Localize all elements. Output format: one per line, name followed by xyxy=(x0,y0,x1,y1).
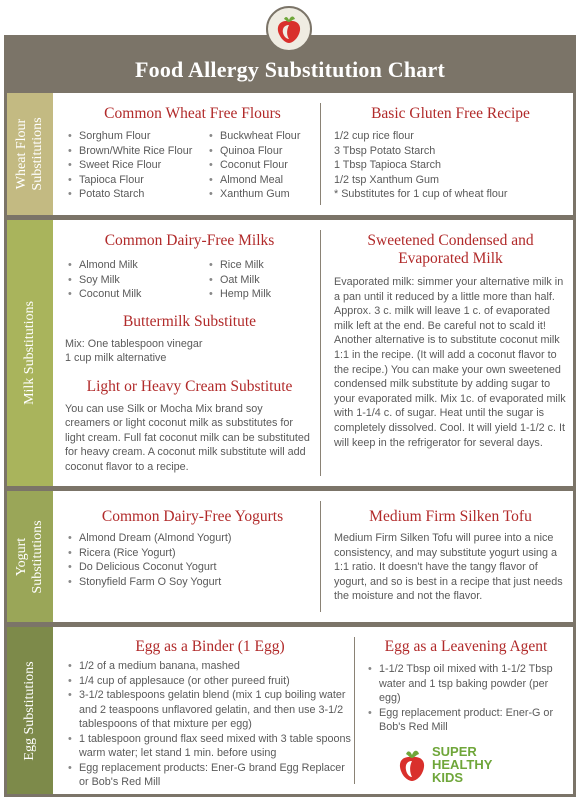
cream-heading: Light or Heavy Cream Substitute xyxy=(86,377,293,395)
yogurt-tab-label: Yogurt Substitutions xyxy=(14,519,45,594)
brand-line: HEALTHY xyxy=(432,757,493,772)
egg-section xyxy=(7,627,573,794)
dairy-free-milks-heading: Common Dairy-Free Milks xyxy=(104,232,275,249)
wheat-free-flours-heading: Common Wheat Free Flours xyxy=(104,105,281,122)
milk-section xyxy=(7,220,573,486)
list-item: • Egg replacement products: Ener-G brand Egg Replacer or Bob's Red Mill xyxy=(65,761,351,790)
recipe-line: 1/2 tsp Xanthum Gum xyxy=(334,173,440,186)
list-item: • Coconut Milk xyxy=(65,287,206,302)
recipe-line: * Substitutes for 1 cup of wheat flour xyxy=(334,188,508,200)
list-item: • Brown/White Rice Flour xyxy=(65,144,206,159)
list-item: • Oat Milk xyxy=(206,273,271,288)
list-item: • 1 tablespoon ground flax seed mixed with 3 table spoons warm water; let stand 1 min. before using xyxy=(65,732,351,761)
buttermilk-heading: Buttermilk Substitute xyxy=(122,312,257,330)
egg-tab-label: Egg Substitutions xyxy=(22,660,37,761)
yogurt-tab xyxy=(7,491,53,622)
egg-binder-heading: Egg as a Binder (1 Egg) xyxy=(135,638,285,655)
recipe-line: 3 Tbsp Potato Starch xyxy=(334,144,436,157)
super-healthy-kids-logo xyxy=(397,745,492,784)
list-item: • Sorghum Flour xyxy=(65,129,206,144)
list-item: • Soy Milk xyxy=(65,273,206,288)
milk-tab xyxy=(7,220,53,486)
list-item: • Almond Dream (Almond Yogurt) xyxy=(65,531,320,546)
list-item: • Rice Milk xyxy=(206,258,271,273)
milks-list-2 xyxy=(206,258,271,302)
recipe-line: 1 Tbsp Tapioca Starch xyxy=(334,159,442,171)
silken-tofu-text: Medium Firm Silken Tofu will puree into a nice consistency, and may substitute yogurt using a 1:1 ratio. It doesn't have the tangy flavor of yogurt, and so is best in a recipe that just needs the moisture and not the flavor. xyxy=(334,532,563,602)
gluten-free-recipe-heading: Basic Gluten Free Recipe xyxy=(371,105,530,122)
list-item: • Quinoa Flour xyxy=(206,144,300,159)
milk-tab-label: Milk Substitutions xyxy=(22,301,37,405)
list-item: • 1/4 cup of applesauce (or other pureed fruit) xyxy=(65,674,351,689)
strawberry-icon xyxy=(397,748,427,782)
wheat-section xyxy=(7,93,573,215)
leavening-list xyxy=(365,662,567,735)
list-item: • Egg replacement product: Ener-G or Bob's Red Mill xyxy=(365,706,567,735)
condensed-milk-heading: Sweetened Condensed and Evaporated Milk xyxy=(367,232,534,267)
strawberry-icon xyxy=(275,14,303,44)
list-item: • Xanthum Gum xyxy=(206,187,300,202)
list-item: • 3-1/2 tablespoons gelatin blend (mix 1 cup boiling water and 2 teaspoons unflavored gelatin, and then use 3-1/2 tablespoons of that mixture per egg) xyxy=(65,688,351,732)
page-title: Food Allergy Substitution Chart xyxy=(135,57,445,82)
egg-tab xyxy=(7,627,53,794)
yogurt-section xyxy=(7,491,573,622)
strawberry-logo xyxy=(266,6,312,52)
milks-list-1 xyxy=(65,258,206,302)
recipe-line: 1/2 cup rice flour xyxy=(334,130,414,142)
silken-tofu-heading: Medium Firm Silken Tofu xyxy=(369,508,532,525)
list-item: • Hemp Milk xyxy=(206,287,271,302)
list-item: • Almond Milk xyxy=(65,258,206,273)
condensed-milk-text: Evaporated milk: simmer your alternative milk in a pan until it reduced by a little more than half. Approx. 3 c. milk will leave 1 c. of evaporated milk left at the end. Be careful not to scald it! Another alternative is to substitute coconut milk 1:1 in the recipe. (It will add a coconut flavor to the recipe.) You can make your own sweetened condensed milk substitute by adding sugar to your evaporated milk. Mix 1c. of evaporated milk with 1-1/4 c. of sugar. Heat until the sugar is completely dissolved. Cool. It will yield 1-1/2 c. It will keep in the refrigerator for several days. xyxy=(334,276,566,449)
buttermilk-line: 1 cup milk alternative xyxy=(65,352,167,364)
list-item: • Almond Meal xyxy=(206,173,300,188)
recipe-list xyxy=(334,129,567,202)
list-item: • Do Delicious Coconut Yogurt xyxy=(65,560,320,575)
list-item: • Tapioca Flour xyxy=(65,173,206,188)
brand-line: SUPER xyxy=(432,744,477,759)
wheat-tab xyxy=(7,93,53,215)
brand-line: KIDS xyxy=(432,770,464,785)
list-item: • Coconut Flour xyxy=(206,158,300,173)
flours-list-1 xyxy=(65,129,206,202)
flours-list-2 xyxy=(206,129,300,202)
list-item: • 1/2 of a medium banana, mashed xyxy=(65,659,351,674)
buttermilk-line: Mix: One tablespoon vinegar xyxy=(65,337,203,350)
list-item: • Sweet Rice Flour xyxy=(65,158,206,173)
list-item: • Potato Starch xyxy=(65,187,206,202)
list-item: • Ricera (Rice Yogurt) xyxy=(65,546,320,561)
list-item: • 1-1/2 Tbsp oil mixed with 1-1/2 Tbsp water and 1 tsp baking powder (per egg) xyxy=(365,662,567,706)
egg-leavening-heading: Egg as a Leavening Agent xyxy=(384,638,548,655)
wheat-tab-label: Wheat Flour Substitutions xyxy=(14,117,45,191)
list-item: • Stonyfield Farm O Soy Yogurt xyxy=(65,575,320,590)
dairy-free-yogurts-heading: Common Dairy-Free Yogurts xyxy=(101,508,284,525)
binder-list xyxy=(65,659,355,790)
cream-text: You can use Silk or Mocha Mix brand soy creamers or light coconut milk as substitutes for light cream. Full fat coconut milk can be substituted for heavy cream. A coconut milk substitute will add coconut flavor to a recipe. xyxy=(65,402,310,473)
yogurts-list xyxy=(65,531,320,589)
list-item: • Buckwheat Flour xyxy=(206,129,300,144)
